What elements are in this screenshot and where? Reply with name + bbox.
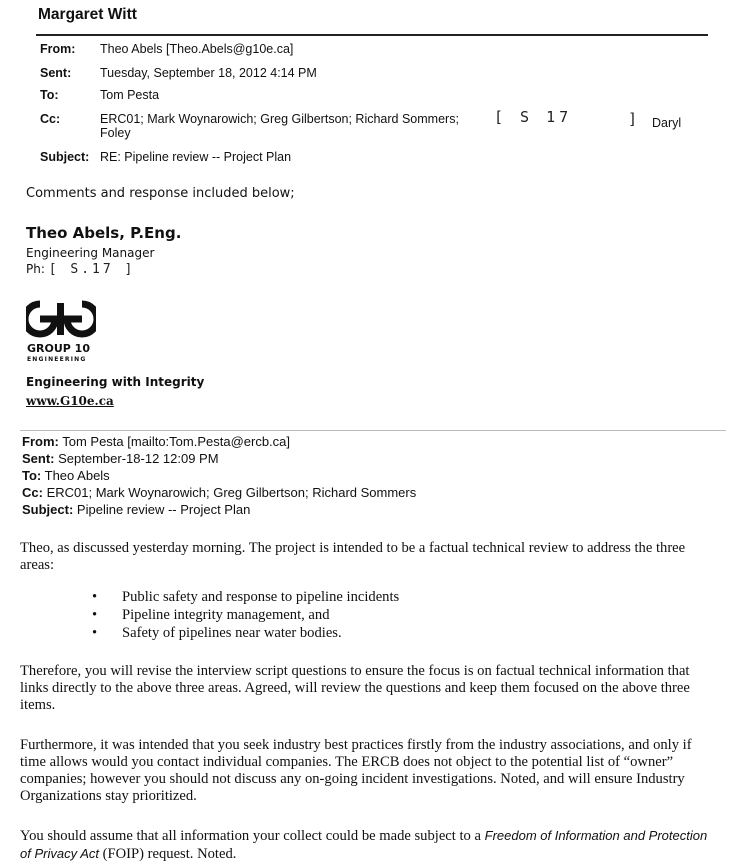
header-to-row (40, 88, 159, 102)
sent-label: Sent: (40, 66, 72, 80)
bullet-text: Public safety and response to pipeline incidents (122, 589, 400, 605)
fwd-subject-row (22, 502, 250, 517)
bullet-list (90, 588, 399, 642)
company-tagline: Engineering with Integrity (26, 375, 205, 389)
cc-value[interactable]: ERC01; Mark Woynarowich; Greg Gilbertson; Richard Sommers; (100, 112, 459, 126)
from-label: From: (40, 42, 76, 56)
header-from-row (40, 42, 293, 56)
list-item (90, 624, 399, 642)
bullet-text: Pipeline integrity management, and (122, 607, 330, 623)
cc-value-tail[interactable]: Daryl (652, 116, 682, 130)
fwd-from-value[interactable]: Tom Pesta [mailto:Tom.Pesta@ercb.ca] (62, 434, 291, 449)
from-value[interactable]: Theo Abels [Theo.Abels@g10e.ca] (100, 42, 294, 56)
company-website-link[interactable]: www.G10e.ca (26, 394, 114, 408)
header-divider (36, 34, 708, 36)
header-cc-row (40, 112, 459, 126)
fwd-to-label: To: (22, 468, 42, 483)
bullet-dot: • (92, 625, 98, 641)
to-label: To: (40, 88, 59, 102)
p4-start: You should assume that all information your collect could be made subject to a (20, 828, 485, 844)
fwd-sent-row (22, 451, 219, 466)
cc-redaction-mark: [ S 17 (494, 108, 573, 126)
sent-value: Tuesday, September 18, 2012 4:14 PM (100, 66, 317, 80)
company-subname: ENGINEERING (27, 356, 87, 363)
signature-phone (26, 262, 135, 277)
phone-label: Ph: (26, 262, 45, 276)
list-item (90, 606, 399, 624)
fwd-subject-label: Subject: (22, 502, 74, 517)
signature-title: Engineering Manager (26, 246, 155, 260)
fwd-from-row (22, 434, 290, 449)
mailbox-owner-name: Margaret Witt (38, 6, 137, 23)
bullet-dot: • (92, 589, 98, 605)
fwd-subject-value: Pipeline review -- Project Plan (76, 502, 251, 517)
fwd-sent-label: Sent: (22, 451, 55, 466)
group10-logo-icon (26, 300, 96, 338)
body-paragraph-2: Therefore, you will revise the interview script questions to ensure the focus is on factual technical information that links directly to the above three areas. Agreed, will review the questions and keep them focused on the above three items. (20, 663, 690, 713)
body-paragraph-1: Theo, as discussed yesterday morning. The project is intended to be a factual technical review to address the three areas: (20, 540, 686, 573)
subject-value: RE: Pipeline review -- Project Plan (100, 150, 292, 164)
phone-redaction: [ S.17 ] (48, 262, 136, 277)
forward-divider (20, 430, 726, 431)
body-paragraph-3: Furthermore, it was intended that you seek industry best practices firstly from the industry associations, and only if time allows would you contact individual companies. The ERCB does not object to the potential list of “owner” companies; however you should not discuss any on-going incident investigations. Noted, and will ensure Industry Organizations stay prioritized. (20, 737, 692, 804)
fwd-to-row (22, 468, 110, 483)
cc-redaction-close: ] (628, 110, 642, 128)
fwd-from-label: From: (22, 434, 59, 449)
fwd-to-value[interactable]: Theo Abels (44, 468, 110, 483)
p4-act-name: Freedom of Information and Protection of Privacy Act (20, 828, 708, 861)
fwd-sent-value: September-18-12 12:09 PM (58, 451, 219, 466)
fwd-cc-label: Cc: (22, 485, 43, 500)
p4-end: (FOIP) request. Noted. (98, 846, 237, 862)
cc-label: Cc: (40, 112, 61, 126)
list-item (90, 588, 399, 606)
body-paragraph-4 (20, 827, 720, 863)
company-name: GROUP 10 (27, 342, 90, 355)
header-sent-row (40, 66, 317, 80)
bullet-dot: • (92, 607, 98, 623)
cc-value-line2[interactable]: Foley (100, 126, 131, 140)
fwd-cc-value[interactable]: ERC01; Mark Woynarowich; Greg Gilbertson; Richard Sommers (46, 485, 417, 500)
header-subject-row (40, 150, 291, 164)
comments-line: Comments and response included below; (26, 186, 295, 201)
to-value[interactable]: Tom Pesta (100, 88, 160, 102)
fwd-cc-row (22, 485, 416, 500)
subject-label: Subject: (40, 150, 90, 164)
signature-name: Theo Abels, P.Eng. (26, 224, 182, 242)
bullet-text: Safety of pipelines near water bodies. (122, 625, 342, 641)
